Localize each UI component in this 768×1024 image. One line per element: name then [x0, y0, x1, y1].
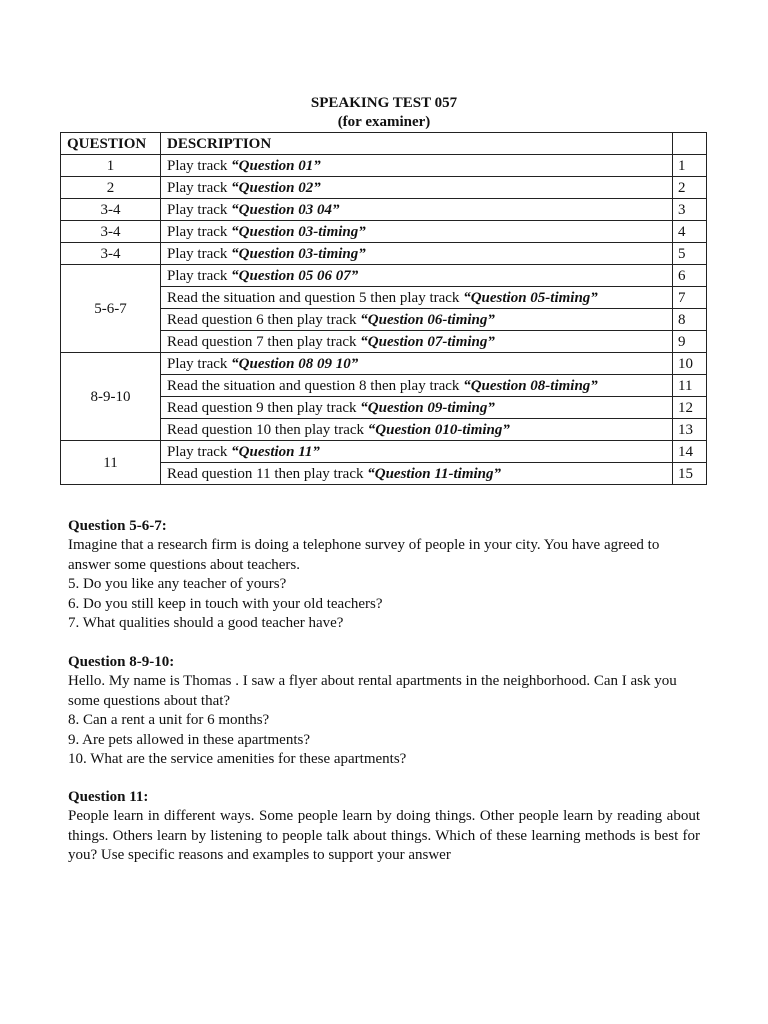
- track-name: “Question 02”: [231, 179, 321, 196]
- track-name: “Question 03 04”: [231, 201, 340, 218]
- section-heading: Question 11:: [68, 789, 149, 805]
- question-cell: 8-9-10: [61, 353, 161, 441]
- table-row: [61, 265, 707, 287]
- question-cell: 3-4: [61, 199, 161, 221]
- track-name: “Question 010-timing”: [367, 421, 510, 438]
- table-row: [61, 199, 707, 221]
- number-cell: 15: [673, 463, 707, 485]
- number-cell: 7: [673, 287, 707, 309]
- header-description: DESCRIPTION: [161, 133, 673, 155]
- question-cell: 1: [61, 155, 161, 177]
- table-row: [61, 221, 707, 243]
- header-number: [673, 133, 707, 155]
- number-cell: 12: [673, 397, 707, 419]
- number-cell: 14: [673, 441, 707, 463]
- number-cell: 3: [673, 199, 707, 221]
- description-text: Play track: [167, 157, 232, 174]
- description-text: Play track: [167, 201, 232, 218]
- table-row: [61, 353, 707, 375]
- section-question-5-6-7: [68, 517, 700, 633]
- list-item: 7. What qualities should a good teacher have?: [68, 615, 344, 632]
- description-text: Play track: [167, 179, 232, 196]
- track-name: “Question 05 06 07”: [231, 267, 359, 284]
- track-table: [60, 132, 707, 485]
- description-text: Read question 10 then play track: [167, 421, 368, 438]
- track-name: “Question 03-timing”: [231, 245, 366, 262]
- list-item: 10. What are the service amenities for these apartments?: [68, 751, 407, 768]
- number-cell: 11: [673, 375, 707, 397]
- description-cell: [161, 353, 673, 375]
- description-cell: [161, 309, 673, 331]
- table-row: [61, 441, 707, 463]
- track-name: “Question 03-timing”: [231, 223, 366, 240]
- description-cell: [161, 419, 673, 441]
- description-cell: [161, 199, 673, 221]
- description-text: Read question 6 then play track: [167, 311, 361, 328]
- description-cell: [161, 177, 673, 199]
- track-name: “Question 08 09 10”: [231, 355, 359, 372]
- section-heading: Question 8-9-10:: [68, 654, 175, 670]
- number-cell: 9: [673, 331, 707, 353]
- description-cell: [161, 375, 673, 397]
- description-cell: [161, 441, 673, 463]
- description-text: Read the situation and question 8 then play track: [167, 377, 464, 394]
- track-name: “Question 11”: [231, 443, 320, 460]
- description-text: Read question 7 then play track: [167, 333, 361, 350]
- description-cell: [161, 287, 673, 309]
- description-text: Read the situation and question 5 then play track: [167, 289, 464, 306]
- list-item: 8. Can a rent a unit for 6 months?: [68, 712, 270, 729]
- number-cell: 13: [673, 419, 707, 441]
- number-cell: 6: [673, 265, 707, 287]
- description-text: Play track: [167, 267, 232, 284]
- description-text: Read question 9 then play track: [167, 399, 361, 416]
- number-cell: 5: [673, 243, 707, 265]
- number-cell: 2: [673, 177, 707, 199]
- description-text: Play track: [167, 443, 232, 460]
- section-intro: Hello. My name is Thomas . I saw a flyer about rental apartments in the neighborhood. Can I ask you some questions about that?: [68, 673, 677, 709]
- document-subtitle: (for examiner): [337, 114, 431, 130]
- section-intro: Imagine that a research firm is doing a telephone survey of people in your city. You have agreed to answer some questions about teachers.: [68, 537, 660, 573]
- header-question: QUESTION: [61, 133, 161, 155]
- description-cell: [161, 397, 673, 419]
- section-question-8-9-10: [68, 653, 700, 769]
- question-cell: 2: [61, 177, 161, 199]
- section-intro: People learn in different ways. Some people learn by doing things. Other people learn by reading about things. Others learn by listening to people talk about things. Which of these learning methods is best for you? Use specific reasons and examples to support your answer: [68, 808, 700, 864]
- table-header-row: [61, 133, 707, 155]
- description-cell: [161, 463, 673, 485]
- section-question-11: [68, 788, 700, 866]
- list-item: 5. Do you like any teacher of yours?: [68, 576, 287, 593]
- description-text: Play track: [167, 223, 232, 240]
- description-cell: [161, 265, 673, 287]
- track-name: “Question 01”: [231, 157, 321, 174]
- description-cell: [161, 331, 673, 353]
- table-row: [61, 243, 707, 265]
- description-text: Play track: [167, 355, 232, 372]
- table-row: [61, 155, 707, 177]
- question-cell: 11: [61, 441, 161, 485]
- track-name: “Question 11-timing”: [367, 465, 502, 482]
- track-name: “Question 08-timing”: [463, 377, 598, 394]
- track-name: “Question 07-timing”: [360, 333, 495, 350]
- document-title: SPEAKING TEST 057: [310, 95, 458, 111]
- number-cell: 1: [673, 155, 707, 177]
- description-text: Play track: [167, 245, 232, 262]
- track-name: “Question 09-timing”: [360, 399, 495, 416]
- list-item: 6. Do you still keep in touch with your old teachers?: [68, 595, 383, 612]
- description-cell: [161, 155, 673, 177]
- table-row: [61, 177, 707, 199]
- question-cell: 3-4: [61, 243, 161, 265]
- description-text: Read question 11 then play track: [167, 465, 368, 482]
- section-heading: Question 5-6-7:: [68, 518, 167, 534]
- question-cell: 5-6-7: [61, 265, 161, 353]
- number-cell: 8: [673, 309, 707, 331]
- track-name: “Question 05-timing”: [463, 289, 598, 306]
- description-cell: [161, 243, 673, 265]
- number-cell: 4: [673, 221, 707, 243]
- description-cell: [161, 221, 673, 243]
- list-item: 9. Are pets allowed in these apartments?: [68, 731, 311, 748]
- track-name: “Question 06-timing”: [360, 311, 495, 328]
- question-cell: 3-4: [61, 221, 161, 243]
- number-cell: 10: [673, 353, 707, 375]
